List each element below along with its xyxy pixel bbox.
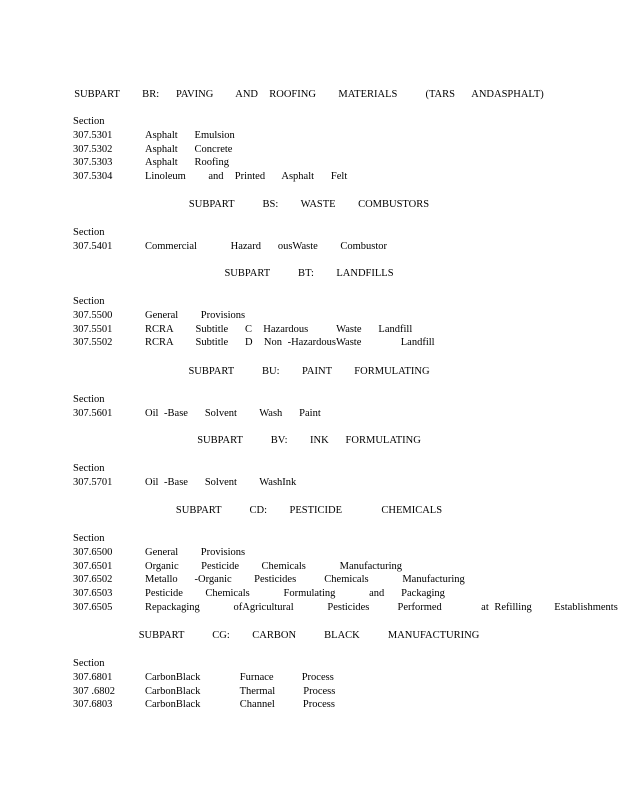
section-row [73,698,593,712]
subpart-heading-bv: SUBPART BV: INK FORMULATING [197,435,421,446]
section-title: Asphalt Emulsion [145,129,235,141]
section-list-cd [73,532,618,615]
section-number: 307.6801 [73,671,113,683]
section-number: 307.6502 [73,574,113,586]
subpart-heading-bt: SUBPART BT: LANDFILLS [224,268,394,279]
section-number: 307.6503 [73,588,113,600]
section-row [73,587,593,601]
section-number: 307.5501 [73,323,113,335]
section-title: Linoleum and Printed Asphalt Felt [145,171,348,183]
section-row [73,476,593,490]
section-label: Section [73,227,105,238]
section-label: Section [73,116,105,127]
section-label: Section [73,533,105,544]
section-number: 307.5601 [73,407,113,419]
section-title: CarbonBlack Furnace Process [145,671,334,683]
section-row [73,323,593,337]
section-title: Asphalt Roofing [145,157,229,169]
subpart-heading-cg: SUBPART CG: CARBON BLACK MANUFACTURING [138,630,480,641]
section-label: Section [73,658,105,669]
section-list-bu [73,393,593,421]
section-row [73,546,593,560]
section-row [73,560,593,574]
section-title: Oil -Base Solvent WashInk [145,476,297,488]
subpart-heading-br: SUBPART BR: PAVING AND ROOFING MATERIALS (TARS ANDASPHALT) [74,89,544,100]
subpart-heading-cd: SUBPART CD: PESTICIDE CHEMICALS [175,505,443,516]
section-row [73,156,593,170]
section-list-bt [73,295,593,350]
section-number: 307.6501 [73,560,113,572]
section-number: 307.5502 [73,337,113,349]
section-number: 307.6500 [73,546,113,558]
section-row [73,573,593,587]
section-row [73,685,593,699]
section-number: 307.5500 [73,309,113,321]
section-title: Repackaging ofAgricultural Pesticides Performed at Refilling Establishments [145,601,618,613]
section-title: General Provisions [145,309,246,321]
section-number: 307.6803 [73,699,113,711]
section-label: Section [73,296,105,307]
section-number: 307.5701 [73,476,113,488]
section-row [73,671,593,685]
section-number: 307.5303 [73,157,113,169]
section-title: Oil -Base Solvent Wash Paint [145,407,321,419]
section-list-cg [73,657,593,712]
section-list-bv [73,462,593,490]
section-row [73,601,618,615]
section-title: General Provisions [145,546,246,558]
section-number: 307 .6802 [73,685,115,697]
section-number: 307.5401 [73,240,113,252]
section-title: Metallo -Organic Pesticides Chemicals Manufacturing [145,574,465,586]
section-title: Commercial Hazard ousWaste Combustor [145,240,387,252]
section-number: 307.5304 [73,171,113,183]
section-row [73,407,593,421]
section-number: 307.6505 [73,601,113,613]
section-title: CarbonBlack Thermal Process [145,685,336,697]
section-row [73,336,593,350]
section-title: RCRA Subtitle D Non -HazardousWaste Landfill [145,337,435,349]
section-list-bs [73,226,593,254]
subpart-heading-bu: SUBPART BU: PAINT FORMULATING [188,366,430,377]
section-number: 307.5302 [73,143,113,155]
subpart-heading-bs: SUBPART BS: WASTE COMBUSTORS [188,199,430,210]
section-label: Section [73,463,105,474]
section-row [73,170,593,184]
section-number: 307.5301 [73,129,113,141]
section-title: Pesticide Chemicals Formulating and Packaging [145,588,445,600]
section-title: CarbonBlack Channel Process [145,699,335,711]
section-title: Organic Pesticide Chemicals Manufacturing [145,560,403,572]
section-row [73,129,593,143]
section-row [73,143,593,157]
section-row [73,240,593,254]
section-row [73,309,593,323]
section-label: Section [73,394,105,405]
section-list-br [73,115,593,184]
section-title: Asphalt Concrete [145,143,233,155]
section-title: RCRA Subtitle C Hazardous Waste Landfill [145,323,413,335]
